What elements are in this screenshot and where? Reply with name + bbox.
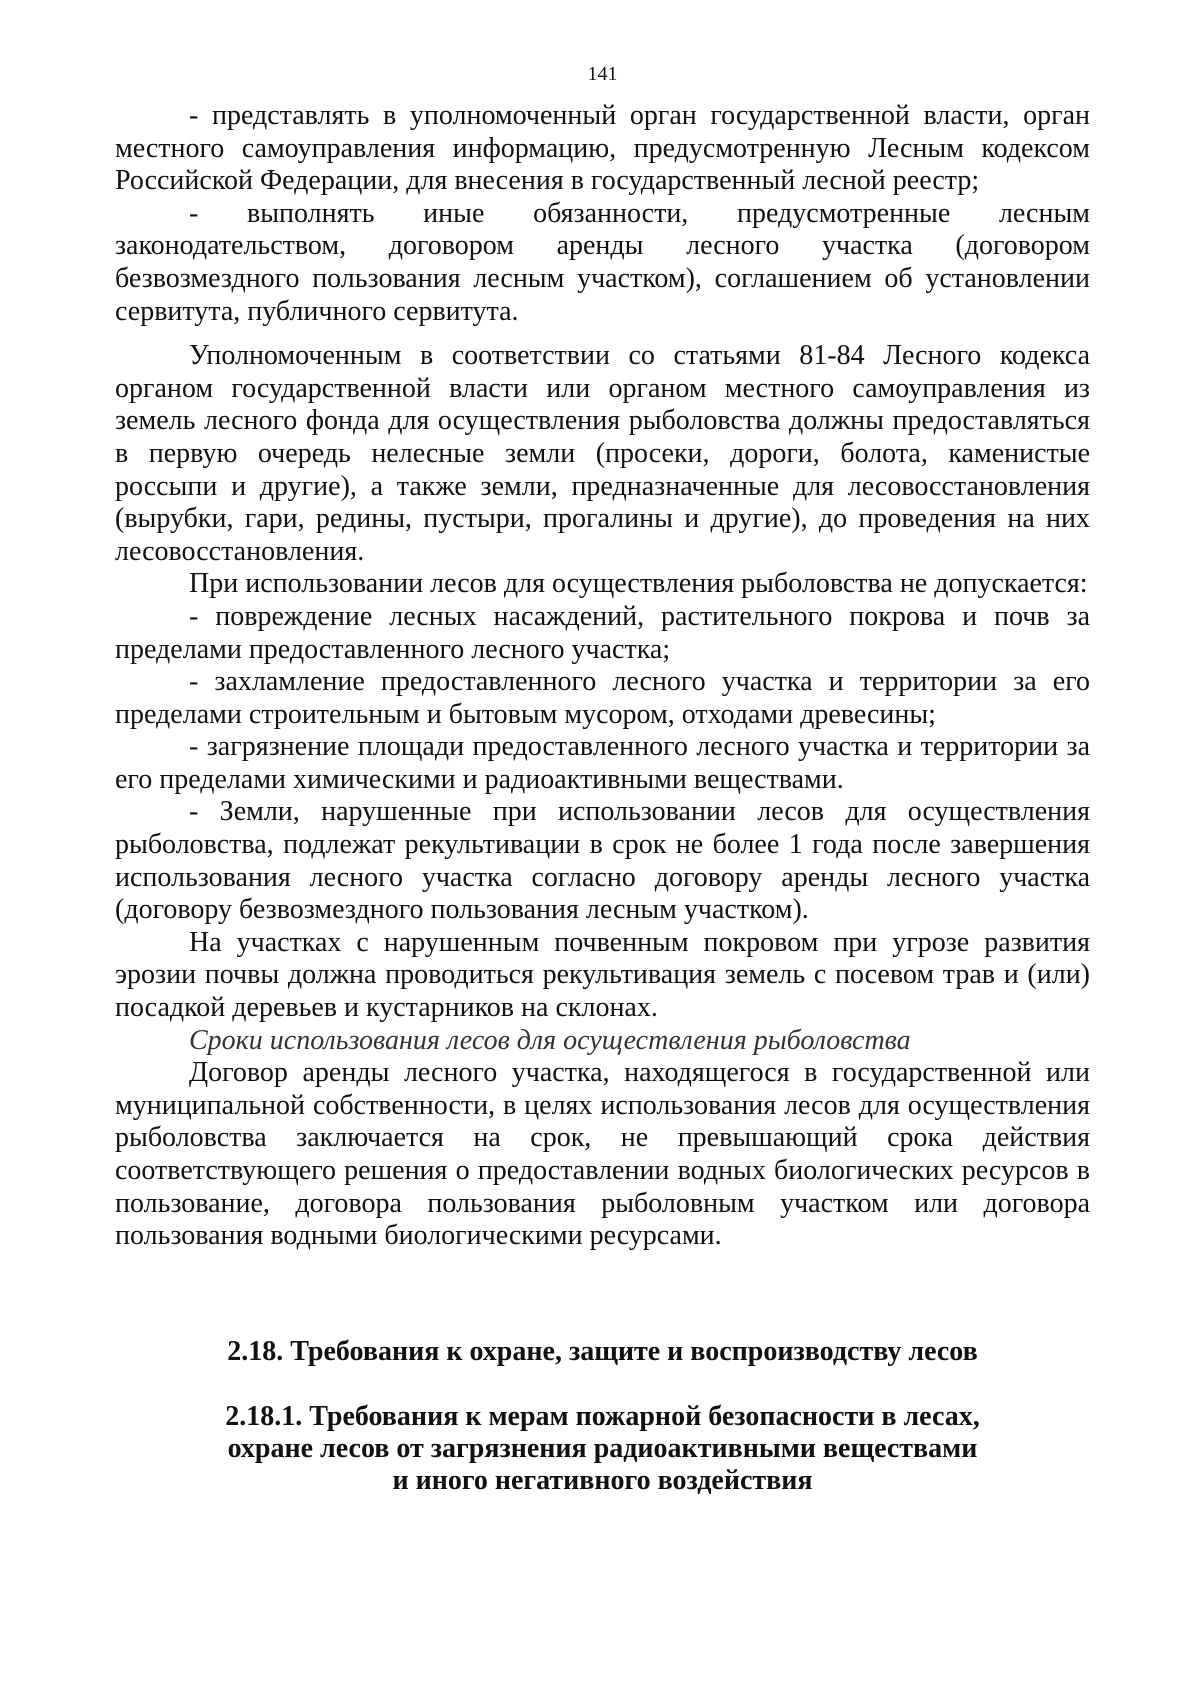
list-item-pollution: - загрязнение площади предоставленного лесного участка и территории за его пределами химическими и радиоактивными веществами. (115, 731, 1090, 795)
document-body (115, 100, 1090, 1253)
paragraph-obligation-other: - выполнять иные обязанности, предусмотренные лесным законодательством, договором аренды лесного участка (договором безвозмездного пользования лесным участком), соглашением об установлении сервитута, публичного сервитута. (115, 197, 1090, 327)
paragraph-lease-term: Договор аренды лесного участка, находящегося в государственной или муниципальной собственности, в целях использования лесов для осуществления рыболовства заключается на срок, не превышающий срока действия соответствующего решения о предоставлении водных биологических ресурсов в пользование, договора пользования рыболовным участком или договора пользования водными биологическими ресурсами. (115, 1057, 1090, 1252)
section-title: 2.18. Требования к охране, защите и воспроизводству лесов (227, 1335, 978, 1367)
paragraph-obligation-reporting: - представлять в уполномоченный орган государственной власти, орган местного самоуправления информацию, предусмотренную Лесным кодексом Российской Федерации, для внесения в государственный лесной реестр; (115, 100, 1090, 197)
subsection-title-line-2: охране лесов от загрязнения радиоактивными веществами (227, 1432, 978, 1464)
paragraph-land-allocation: Уполномоченным в соответствии со статьями 81-84 Лесного кодекса органом государственной власти или органом местного самоуправления из земель лесного фонда для осуществления рыболовства должны предоставляться в первую очередь нелесные земли (просеки, дороги, болота, каменистые россыпи и другие), а также земли, предназначенные для лесовосстановления (вырубки, гари, редины, пустыри, прогалины и другие), до проведения на них лесовосстановления. (115, 340, 1090, 567)
paragraph-prohibitions-intro: При использовании лесов для осуществления рыболовства не допускается: (189, 568, 1088, 600)
list-item-damage: - повреждение лесных насаждений, растительного покрова и почв за пределами предоставленного лесного участка; (115, 600, 1090, 665)
subsection-title-line-1: 2.18.1. Требования к мерам пожарной безопасности в лесах, (225, 1400, 980, 1432)
list-item-littering: - захламление предоставленного лесного участка и территории за его пределами строительным и бытовым мусором, отходами древесины; (115, 666, 1090, 730)
italic-subheading: Сроки использования лесов для осуществления рыболовства (189, 1024, 911, 1056)
page-number: 141 (587, 63, 618, 85)
paragraph-erosion: На участках с нарушенным почвенным покровом при угрозе развития эрозии почвы должна проводиться рекультивация земель с посевом трав и (или) посадкой деревьев и кустарников на склонах. (115, 926, 1090, 1024)
list-item-recultivation: - Земли, нарушенные при использовании лесов для осуществления рыболовства, подлежат рекультивации в срок не более 1 года после завершения использования лесного участка согласно договору аренды лесного участка (договору безвозмездного пользования лесным участком). (115, 796, 1090, 926)
document-page (115, 62, 1090, 1497)
subsection-title-line-3: и иного негативного воздействия (392, 1464, 813, 1496)
subsection-title (115, 1401, 1090, 1497)
